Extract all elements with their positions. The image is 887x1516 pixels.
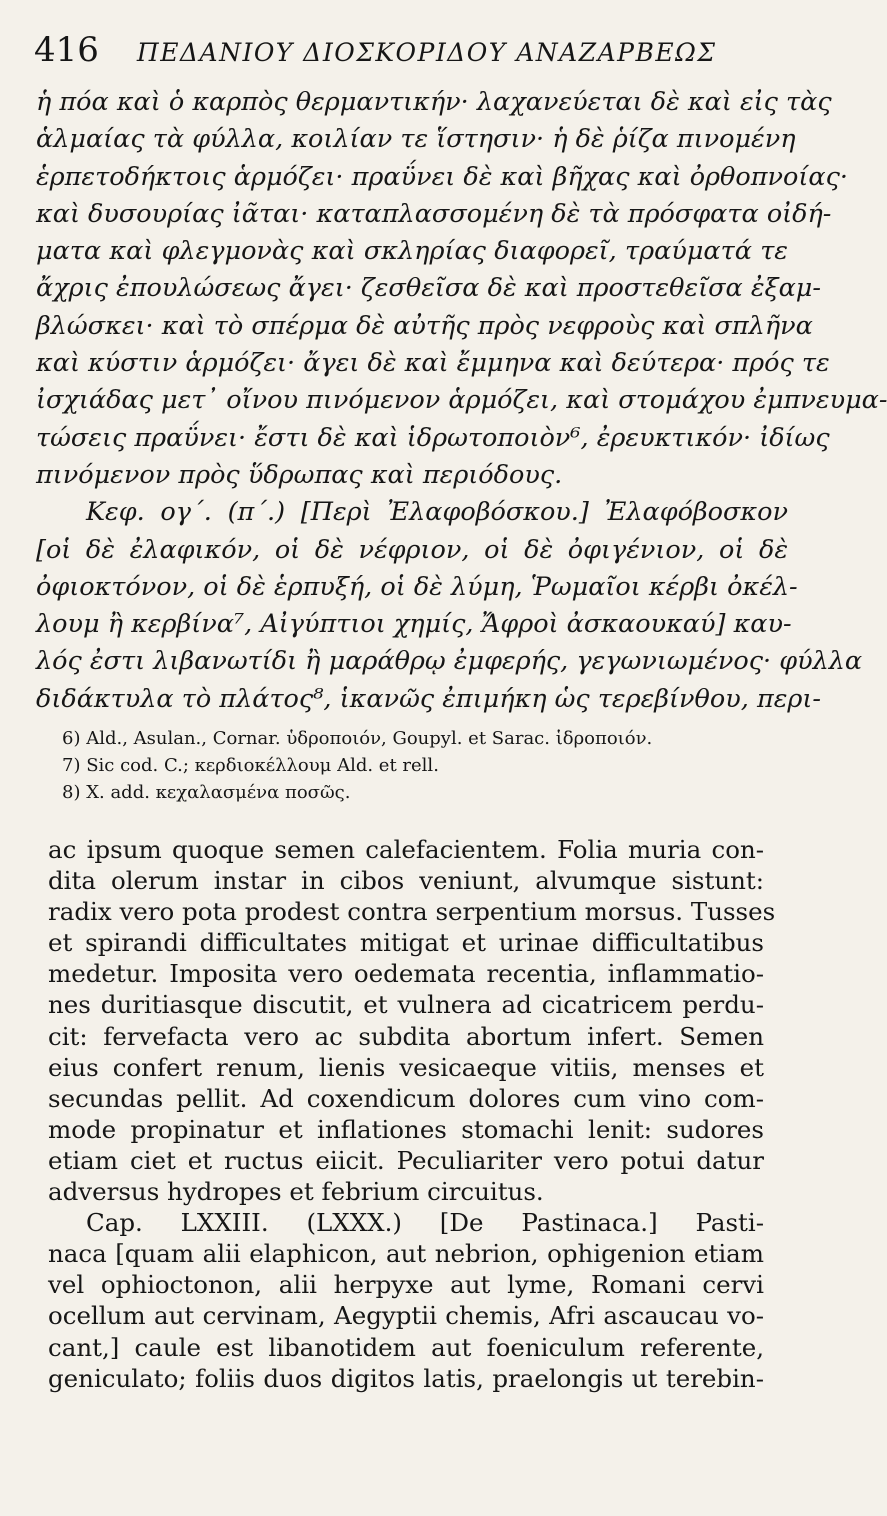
greek-line: ὀφιοκτόνον, οἱ δὲ ἑρπυξή, οἱ δὲ λύμη, Ῥωμαῖοι κέρβι ὀκέλ- (36, 571, 798, 602)
greek-chapter-heading: Κεφ. ογ΄. (π΄.) [Περὶ Ἐλαφοβόσκου.] Ἐλαφόβοσκον (86, 497, 788, 528)
latin-line: ocellum aut cervinam, Aegyptii chemis, Afri ascaucau vo- (48, 1301, 764, 1331)
greek-line: τώσεις πραΰνει· ἔστι δὲ καὶ ἱδρωτοποιὸν⁶, ἐρευκτικόν· ἰδίως (36, 422, 830, 453)
greek-line: ματα καὶ φλεγμονὰς καὶ σκληρίας διαφορεῖ, τραύματά τε (36, 236, 788, 267)
page-number: 416 (34, 30, 99, 70)
greek-line: ἄχρις ἐπουλώσεως ἄγει· ζεσθεῖσα δὲ καὶ προστεθεῖσα ἐξαμ- (36, 273, 821, 304)
footnotes (62, 725, 782, 806)
latin-line: etiam ciet et ructus eiicit. Peculiariter vero potui datur (48, 1145, 764, 1175)
greek-line: ἡ πόα καὶ ὁ καρπὸς θερμαντικήν· λαχανεύεται δὲ καὶ εἰς τὰς (36, 87, 832, 117)
latin-chapter-heading: Cap. LXXIII. (LXXX.) [De Pastinaca.] Pasti- (86, 1208, 764, 1238)
footnote: 7) Sic cod. C.; κερδιοκέλλουμ Ald. et rell. (62, 755, 439, 776)
greek-line: διδάκτυλα τὸ πλάτος⁸, ἱκανῶς ἐπιμήκη ὡς τερεβίνθου, περι- (36, 683, 821, 714)
greek-line: λός ἐστι λιβανωτίδι ἢ μαράθρῳ ἐμφερής, γεγωνιωμένος· φύλλα (36, 646, 863, 677)
latin-text-block (48, 834, 776, 1394)
latin-line: ac ipsum quoque semen calefacientem. Folia muria con- (48, 835, 764, 864)
greek-line: [οἱ δὲ ἐλαφικόν, οἱ δὲ νέφριον, οἱ δὲ ὀφιγένιον, οἱ δὲ (36, 534, 788, 565)
latin-line: eius confert renum, lienis vesicaeque vitiis, menses et (48, 1052, 764, 1082)
greek-line: ἑρπετοδήκτοις ἁρμόζει· πραΰνει δὲ καὶ βῆχας καὶ ὀρθοπνοίας· (36, 161, 848, 192)
latin-line: adversus hydropes et febrium circuitus. (48, 1177, 544, 1207)
latin-line: cant,] caule est libanotidem aut foeniculum referente, (48, 1332, 764, 1362)
greek-line: πινόμενον πρὸς ὕδρωπας καὶ περιόδους. (36, 459, 563, 490)
greek-text-block (36, 84, 887, 718)
latin-line: nes duritiasque discutit, et vulnera ad cicatricem perdu- (48, 990, 764, 1020)
latin-line: vel ophioctonon, alii herpyxe aut lyme, Romani cervi (48, 1270, 764, 1300)
greek-line: ἰσχιάδας μετ᾿ οἴνου πινόμενον ἁρμόζει, καὶ στομάχου ἐμπνευμα- (36, 385, 887, 416)
page-header (34, 30, 774, 80)
footnote: 8) X. add. κεχαλασμένα ποσῶς. (62, 782, 351, 803)
latin-line: radix vero pota prodest contra serpentium morsus. Tusses (48, 897, 776, 927)
latin-line: cit: fervefacta vero ac subdita abortum infert. Semen (48, 1021, 764, 1051)
running-title: ΠΕΔΑΝΙΟΥ ΔΙΟΣΚΟΡΙΔΟΥ ΑΝΑΖΑΡΒΕΩΣ (136, 38, 717, 67)
latin-line: secundas pellit. Ad coxendicum dolores cum vino com- (48, 1083, 764, 1113)
greek-line: καὶ κύστιν ἁρμόζει· ἄγει δὲ καὶ ἔμμηνα καὶ δεύτερα· πρός τε (36, 348, 830, 379)
greek-line: καὶ δυσουρίας ἰᾶται· καταπλασσομένη δὲ τὰ πρόσφατα οἰδή- (36, 198, 832, 229)
latin-line: naca [quam alii elaphicon, aut nebrion, ophigenion etiam (48, 1239, 764, 1269)
latin-line: et spirandi difficultates mitigat et urinae difficultatibus (48, 928, 764, 958)
greek-line: ἁλμαίας τὰ φύλλα, κοιλίαν τε ἵστησιν· ἡ δὲ ῥίζα πινομένη (36, 124, 796, 155)
greek-line: λουμ ἢ κερβίνα⁷, Αἰγύπτιοι χημίς, Ἄφροὶ ἀσκαουκαύ] καυ- (36, 609, 792, 640)
footnote: 6) Ald., Asulan., Cornar. ὑδροποιόν, Goupyl. et Sarac. ἱδροποιόν. (62, 728, 653, 749)
latin-line: mode propinatur et inflationes stomachi lenit: sudores (48, 1114, 764, 1144)
latin-line: geniculato; foliis duos digitos latis, praelongis ut terebin- (48, 1363, 764, 1393)
latin-line: medetur. Imposita vero oedemata recentia, inflammatio- (48, 959, 764, 989)
greek-line: βλώσκει· καὶ τὸ σπέρμα δὲ αὐτῆς πρὸς νεφροὺς καὶ σπλῆνα (36, 310, 813, 341)
latin-line: dita olerum instar in cibos veniunt, alvumque sistunt: (48, 866, 764, 896)
